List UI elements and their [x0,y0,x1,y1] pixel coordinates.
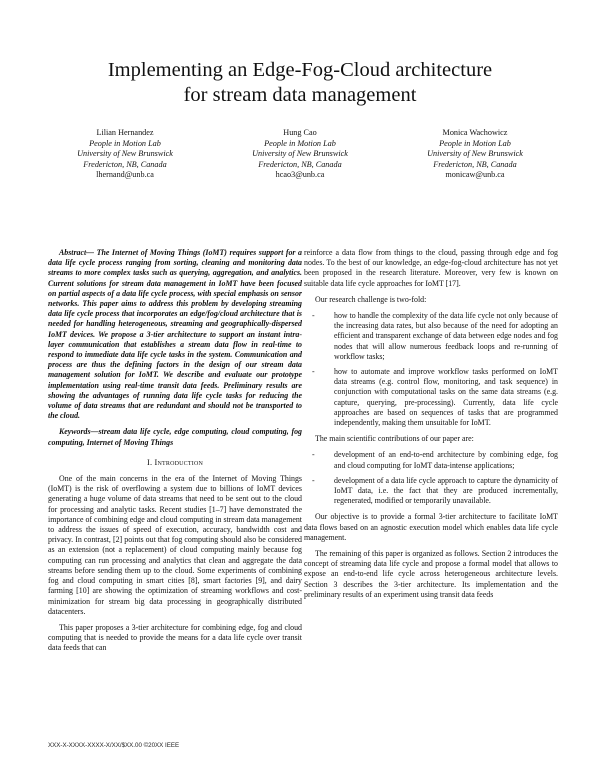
author-location: Fredericton, NB, Canada [83,159,167,169]
dash-bullet: - [312,367,315,377]
title-line-2: for stream data management [183,84,417,106]
author-email: monicaw@unb.ca [445,170,505,180]
author-block-1 [35,128,215,181]
paper-title [40,58,560,108]
contrib-list [304,450,558,506]
contrib-lead: The main scientific contributions of our paper are: [315,434,474,444]
author-university: University of New Brunswick [77,149,173,159]
keywords [48,427,302,447]
intro-paragraph-1: One of the main concerns in the era of the Internet of Moving Things (IoMT) is the risk of overflowing a system due to billions of IoMT devices generating a huge volume of data streams that need to be sent out to the cloud for processing and analytic tasks. Recent studies [1–7] have demonstrated the importance of combining edge and cloud computing in stream data management to address the issues of speed of execution, accuracy, bandwidth cost and privacy. In contrast, [2] points out that fog computing should also be considered as an extension (not a replacement) of cloud computing mainly because fog computing can run processing and analytics that clean and aggregate the data streams before sending them up to the cloud. Some experiments of combining fog and cloud computing in smart cities [8], smart factories [9], and dairy farming [10] are showing the optimization of streaming workflows and cost-minimization for stream big data processing in geographically distributed datacenters. [48,474,302,616]
list-item [304,367,558,428]
list-item [304,311,558,362]
list-item-text: how to automate and improve workflow tasks performed on IoMT data streams (e.g. control flow, monitoring, and task sequence) in conjunction with computational tasks on the same data streams (e.g. capture, querying, pre-processing). Currently, data life cycle approaches are based on sequences of tasks that are programmed independently, making them unsuitable for IoMT. [334,367,558,428]
author-name: Hung Cao [283,128,317,137]
organization-paragraph: The remaining of this paper is organized as follows. Section 2 introduces the concept of streaming data life cycle and propose a formal model that allows to expose an end-to-end life cycle across heterogeneous architecture levels. Section 3 describes the 3-tier architecture. Its implementation and the preliminary results of an experiment using transit data feeds [304,549,558,599]
section-title: Introduction [154,457,204,467]
abstract [48,248,302,421]
author-university: University of New Brunswick [427,149,523,159]
objective-paragraph: Our objective is to provide a formal 3-tier architecture to facilitate IoMT data flows based on an agnostic execution model which enables data life cycle management. [304,512,558,542]
challenge-lead: Our research challenge is two-fold: [315,294,427,304]
section-heading-introduction [48,458,302,468]
right-intro-paragraph: reinforce a data flow from things to the cloud, passing through edge and fog nodes. To the best of our knowledge, an edge-fog-cloud architecture has not yet been proposed in the research literature. Moreover, very few is known on suitable data life cycle approaches for IoMT [17]. [304,248,558,288]
author-email: lhernand@unb.ca [96,170,154,180]
author-location: Fredericton, NB, Canada [258,159,342,169]
list-item [304,450,558,470]
keywords-text: stream data life cycle, edge computing, cloud computing, fog computing, Internet of Moving Things [48,427,302,447]
author-university: University of New Brunswick [252,149,348,159]
list-item-text: development of an end-to-end architecture by combining edge, fog and cloud computing for IoMT data-intense applications; [334,450,558,470]
author-name: Lilian Hernandez [96,128,154,137]
author-block-3 [385,128,565,181]
author-email: hcao3@unb.ca [275,170,325,180]
section-number: I. [146,457,153,467]
challenge-list [304,311,558,428]
keywords-label: Keywords— [59,427,99,437]
author-block-2 [210,128,390,181]
title-line-1: Implementing an Edge-Fog-Cloud architecture [107,59,493,81]
intro-paragraph-2: This paper proposes a 3-tier architecture for combining edge, fog and cloud computing that is needed to provide the means for a data life cycle over transit data feeds that can [48,622,302,653]
dash-bullet: - [312,475,315,485]
author-name: Monica Wachowicz [442,128,508,137]
list-item [304,476,558,507]
right-column [304,248,558,606]
left-column [48,248,302,660]
list-item-text: how to handle the complexity of the data life cycle not only because of the increasing data rates, but also because of the need for adopting an efficient and transparent exchange of data between edge nodes and fog nodes that will allow numerous feedback loops and re-running of workflow tasks; [334,311,558,361]
list-item-text: development of a data life cycle approach to capture the dynamicity of IoMT data, i.e. the fact that they are produced incrementally, regenerated, modified or temporarily unavailable. [334,475,558,506]
abstract-label: Abstract— [59,248,95,257]
dash-bullet: - [312,450,315,460]
author-lab: People in Motion Lab [264,138,336,148]
copyright-footer: XXX-X-XXXX-XXXX-X/XX/$XX.00 ©20XX IEEE [48,742,180,749]
abstract-text: The Internet of Moving Things (IoMT) requires support for a data life cycle process ranging from sorting, cleaning and monitoring data streams to more complex tasks such as querying, aggregation, and analytics. Current solutions for stream data management in IoMT have been focused on partial aspects of a data life cycle process, with special emphasis on sensor networks. This paper aims to address this problem by developing streaming data life cycle process that incorporates an edge/fog/cloud architecture that is needed for handling heterogeneous, streaming and geographically-dispersed IoMT devices. We propose a 3-tier architecture to support an instant intra-layer communication that establishes a stream data flow in real-time to respond to immediate data life cycle tasks in the system. Communication and process are thus the defining factors in the design of our stream data management solution for IoMT. We describe and evaluate our prototype implementation using real-time transit data feeds. Preliminary results are showing the advantages of running data life cycle tasks for reducing the volume of data streams that are redundant and should not be transported to the cloud. [48,248,302,421]
dash-bullet: - [312,311,315,321]
author-lab: People in Motion Lab [439,138,511,148]
author-lab: People in Motion Lab [89,138,161,148]
author-location: Fredericton, NB, Canada [433,159,517,169]
